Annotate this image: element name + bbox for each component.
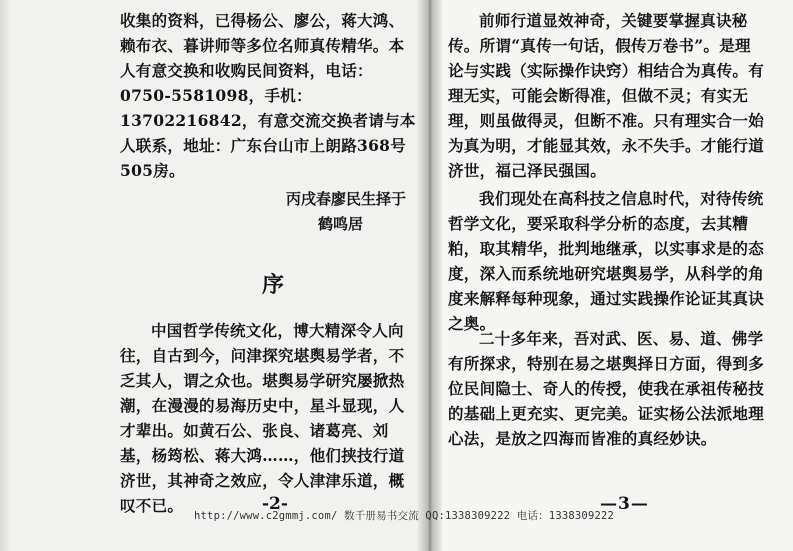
- paragraph-2: 我们现处在高科技之信息时代，对待传统哲学文化，要采取科学分析的态度，去其糟粕，取其精华，批判地继承，以实事求是的态度，深入而系统地研究堪舆易学，从科学的角度来解释每种现象，通过实践操作论证其真诀之奥。: [448, 189, 765, 333]
- paragraph-1: 前师行道显效神奇，关键要掌握真诀秘传。所谓“真传一句话，假传万卷书”。是理论与实践（实际操作诀窍）相结合为真传。有理无实，可能会断得准，但做不灵；有实无理，则虽做得灵，但断不准。只有理实合一始为真为明，才能显其效，永不失手。才能行道济世，福己泽民强国。: [448, 11, 765, 180]
- page-number-right: —3—: [600, 494, 649, 514]
- preface-paragraph: 中国哲学传统文化，博大精深令人向往，自古到今，问津探究堪舆易学者，不乏其人，谓之众也。堪舆易学研究屡掀热潮，在漫漫的易海历史中，星斗显现，人才辈出。如黄石公、张良、诸葛亮、刘基，杨筠松、蒋大鸿……，他们挟技行道济世，其神奇之效应，令人津津乐道，概叹不已。: [120, 321, 405, 515]
- signature-line-1: 丙戌春廖民生择于: [286, 190, 407, 208]
- page-edge-shadow: [0, 0, 10, 551]
- intro-paragraph: 收集的资料，已得杨公、廖公，蒋大鸿、赖布衣、暮讲师等多位名师真传精华。本人有意交换和收购民间资料，电话：0750-5581098，手机：13702216842，有意交流交换者请与本人联系，地址：广东台山市上朗路368号505房。: [120, 11, 416, 180]
- page-number-left: -2-: [262, 494, 288, 514]
- preface-heading: 序: [262, 272, 289, 298]
- right-page: [430, 0, 793, 551]
- book-gutter: [418, 0, 442, 551]
- paragraph-3: 二十多年来，吾对武、医、易、道、佛学有所探求，特别在易之堪舆择日方面，得到多位民间隐士、奇人的传授，使我在承祖传秘技的基础上更充实、更完美。证实杨公法派地理心法，是放之四海而皆准的真经妙诀。: [448, 329, 765, 448]
- watermark-text: http://www.c2gmmj.com/ 数千册易书交流 QQ:1338309222 电话：1338309222: [194, 510, 615, 522]
- signature-line-2: 鹤鸣居: [318, 215, 364, 233]
